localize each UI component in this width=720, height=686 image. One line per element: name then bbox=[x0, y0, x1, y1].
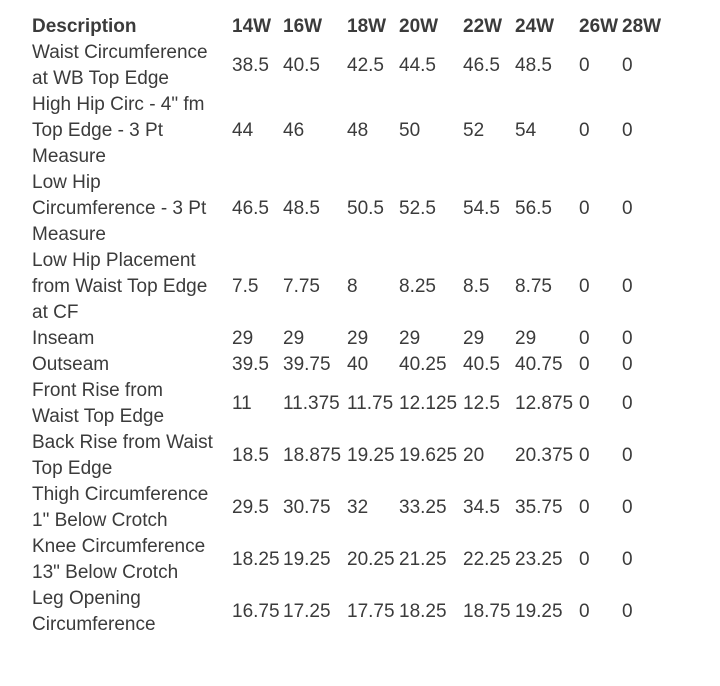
measurement-cell: 0 bbox=[579, 354, 590, 375]
measurement-cell: 35.75 bbox=[515, 497, 563, 518]
measurement-cell: 20.25 bbox=[347, 549, 395, 570]
measurement-cell: 12.125 bbox=[399, 393, 458, 414]
header-size-16w: 16W bbox=[283, 16, 323, 37]
description-line: Back Rise from Waist bbox=[32, 432, 213, 453]
row-description bbox=[32, 534, 232, 586]
measurement-cell: 0 bbox=[622, 198, 633, 219]
measurement-cell: 11.75 bbox=[347, 393, 394, 414]
measurement-cell: 29 bbox=[232, 328, 254, 349]
row-description bbox=[32, 40, 232, 92]
row-description bbox=[32, 170, 232, 248]
measurement-cell: 0 bbox=[622, 55, 633, 76]
description-line: Front Rise from bbox=[32, 380, 163, 401]
measurement-cell: 0 bbox=[622, 393, 633, 414]
measurement-cell: 54.5 bbox=[463, 198, 500, 219]
measurement-cell: 0 bbox=[579, 497, 590, 518]
measurement-cell: 0 bbox=[579, 55, 590, 76]
size-spec-table bbox=[32, 14, 692, 638]
measurement-cell: 18.25 bbox=[399, 601, 447, 622]
description-line: Waist Top Edge bbox=[32, 406, 165, 427]
description-line: Leg Opening bbox=[32, 588, 141, 609]
description-line: at CF bbox=[32, 302, 79, 323]
header-size-20w: 20W bbox=[399, 16, 439, 37]
measurement-cell: 0 bbox=[579, 601, 590, 622]
measurement-cell: 44 bbox=[232, 120, 254, 141]
table-row bbox=[32, 40, 692, 92]
header-size-18w: 18W bbox=[347, 16, 387, 37]
measurement-cell: 0 bbox=[579, 393, 590, 414]
description-line: Low Hip bbox=[32, 172, 101, 193]
measurement-cell: 0 bbox=[622, 445, 633, 466]
measurement-cell: 12.5 bbox=[463, 393, 500, 414]
measurement-cell: 0 bbox=[622, 549, 633, 570]
measurement-cell: 0 bbox=[622, 601, 633, 622]
description-line: 13" Below Crotch bbox=[32, 562, 179, 583]
measurement-cell: 30.75 bbox=[283, 497, 331, 518]
description-line: Outseam bbox=[32, 354, 110, 375]
row-description bbox=[32, 92, 232, 170]
measurement-cell: 46 bbox=[283, 120, 305, 141]
measurement-cell: 23.25 bbox=[515, 549, 563, 570]
measurement-cell: 32 bbox=[347, 497, 369, 518]
description-line: Waist Circumference bbox=[32, 42, 208, 63]
table-row bbox=[32, 352, 692, 378]
description-line: Top Edge bbox=[32, 458, 113, 479]
description-line: Circumference bbox=[32, 614, 156, 635]
measurement-cell: 40.5 bbox=[283, 55, 320, 76]
measurement-cell: 0 bbox=[622, 328, 633, 349]
table-row bbox=[32, 92, 692, 170]
measurement-cell: 33.25 bbox=[399, 497, 447, 518]
description-line: High Hip Circ - 4" fm bbox=[32, 94, 205, 115]
header-size-22w: 22W bbox=[463, 16, 503, 37]
measurement-cell: 29 bbox=[399, 328, 421, 349]
table-header-row bbox=[32, 14, 692, 40]
measurement-cell: 0 bbox=[622, 497, 633, 518]
measurement-cell: 0 bbox=[579, 120, 590, 141]
measurement-cell: 8.5 bbox=[463, 276, 490, 297]
header-size-24w: 24W bbox=[515, 16, 555, 37]
table-row bbox=[32, 326, 692, 352]
measurement-cell: 7.75 bbox=[283, 276, 320, 297]
measurement-cell: 0 bbox=[579, 276, 590, 297]
measurement-cell: 19.25 bbox=[283, 549, 331, 570]
measurement-cell: 0 bbox=[579, 549, 590, 570]
table-row bbox=[32, 170, 692, 248]
row-description bbox=[32, 248, 232, 326]
description-line: Knee Circumference bbox=[32, 536, 206, 557]
row-description bbox=[32, 586, 232, 638]
table-row bbox=[32, 248, 692, 326]
measurement-cell: 56.5 bbox=[515, 198, 552, 219]
measurement-cell: 17.75 bbox=[347, 601, 395, 622]
row-description bbox=[32, 378, 232, 430]
description-line: Top Edge - 3 Pt bbox=[32, 120, 163, 141]
measurement-cell: 48 bbox=[347, 120, 369, 141]
measurement-cell: 17.25 bbox=[283, 601, 331, 622]
header-description: Description bbox=[32, 16, 137, 37]
measurement-cell: 18.25 bbox=[232, 549, 280, 570]
measurement-cell: 0 bbox=[579, 445, 590, 466]
measurement-cell: 42.5 bbox=[347, 55, 384, 76]
measurement-cell: 0 bbox=[579, 328, 590, 349]
description-line: Measure bbox=[32, 146, 106, 167]
measurement-cell: 39.5 bbox=[232, 354, 269, 375]
measurement-cell: 50 bbox=[399, 120, 421, 141]
measurement-cell: 38.5 bbox=[232, 55, 269, 76]
measurement-cell: 22.25 bbox=[463, 549, 511, 570]
measurement-cell: 19.25 bbox=[347, 445, 395, 466]
description-line: Low Hip Placement bbox=[32, 250, 196, 271]
measurement-cell: 29 bbox=[283, 328, 305, 349]
measurement-cell: 46.5 bbox=[232, 198, 269, 219]
measurement-cell: 52 bbox=[463, 120, 485, 141]
measurement-cell: 40.75 bbox=[515, 354, 563, 375]
measurement-cell: 20.375 bbox=[515, 445, 574, 466]
measurement-cell: 0 bbox=[579, 198, 590, 219]
measurement-cell: 34.5 bbox=[463, 497, 500, 518]
header-size-28w: 28W bbox=[622, 16, 662, 37]
measurement-cell: 18.875 bbox=[283, 445, 342, 466]
table-row bbox=[32, 586, 692, 638]
measurement-cell: 7.5 bbox=[232, 276, 259, 297]
row-description bbox=[32, 482, 232, 534]
header-size-26w: 26W bbox=[579, 16, 619, 37]
measurement-cell: 0 bbox=[622, 354, 633, 375]
measurement-cell: 54 bbox=[515, 120, 537, 141]
measurement-cell: 19.25 bbox=[515, 601, 563, 622]
measurement-cell: 20 bbox=[463, 445, 485, 466]
table-row bbox=[32, 534, 692, 586]
description-line: 1" Below Crotch bbox=[32, 510, 168, 531]
table-body bbox=[32, 40, 692, 638]
row-description bbox=[32, 352, 232, 378]
measurement-cell: 40 bbox=[347, 354, 369, 375]
measurement-cell: 11 bbox=[232, 393, 252, 414]
measurement-cell: 8.25 bbox=[399, 276, 436, 297]
measurement-cell: 8.75 bbox=[515, 276, 552, 297]
measurement-cell: 18.5 bbox=[232, 445, 269, 466]
description-line: from Waist Top Edge bbox=[32, 276, 208, 297]
measurement-cell: 29.5 bbox=[232, 497, 269, 518]
measurement-cell: 12.875 bbox=[515, 393, 574, 414]
description-line: at WB Top Edge bbox=[32, 68, 169, 89]
table-row bbox=[32, 430, 692, 482]
description-line: Inseam bbox=[32, 328, 95, 349]
measurement-cell: 48.5 bbox=[515, 55, 552, 76]
measurement-cell: 46.5 bbox=[463, 55, 500, 76]
measurement-cell: 29 bbox=[515, 328, 537, 349]
row-description bbox=[32, 430, 232, 482]
measurement-cell: 50.5 bbox=[347, 198, 384, 219]
measurement-cell: 11.375 bbox=[283, 393, 340, 414]
measurement-cell: 0 bbox=[622, 276, 633, 297]
measurement-cell: 18.75 bbox=[463, 601, 511, 622]
measurement-cell: 52.5 bbox=[399, 198, 436, 219]
measurement-cell: 19.625 bbox=[399, 445, 458, 466]
description-line: Thigh Circumference bbox=[32, 484, 209, 505]
measurement-cell: 39.75 bbox=[283, 354, 331, 375]
measurement-cell: 16.75 bbox=[232, 601, 280, 622]
measurement-cell: 48.5 bbox=[283, 198, 320, 219]
table-row bbox=[32, 482, 692, 534]
header-size-14w: 14W bbox=[232, 16, 272, 37]
table-row bbox=[32, 378, 692, 430]
row-description bbox=[32, 326, 232, 352]
measurement-cell: 29 bbox=[463, 328, 485, 349]
measurement-cell: 8 bbox=[347, 276, 358, 297]
measurement-cell: 40.25 bbox=[399, 354, 447, 375]
measurement-cell: 0 bbox=[622, 120, 633, 141]
measurement-cell: 44.5 bbox=[399, 55, 436, 76]
measurement-cell: 29 bbox=[347, 328, 369, 349]
measurement-cell: 40.5 bbox=[463, 354, 500, 375]
measurement-cell: 21.25 bbox=[399, 549, 447, 570]
description-line: Circumference - 3 Pt bbox=[32, 198, 207, 219]
description-line: Measure bbox=[32, 224, 106, 245]
